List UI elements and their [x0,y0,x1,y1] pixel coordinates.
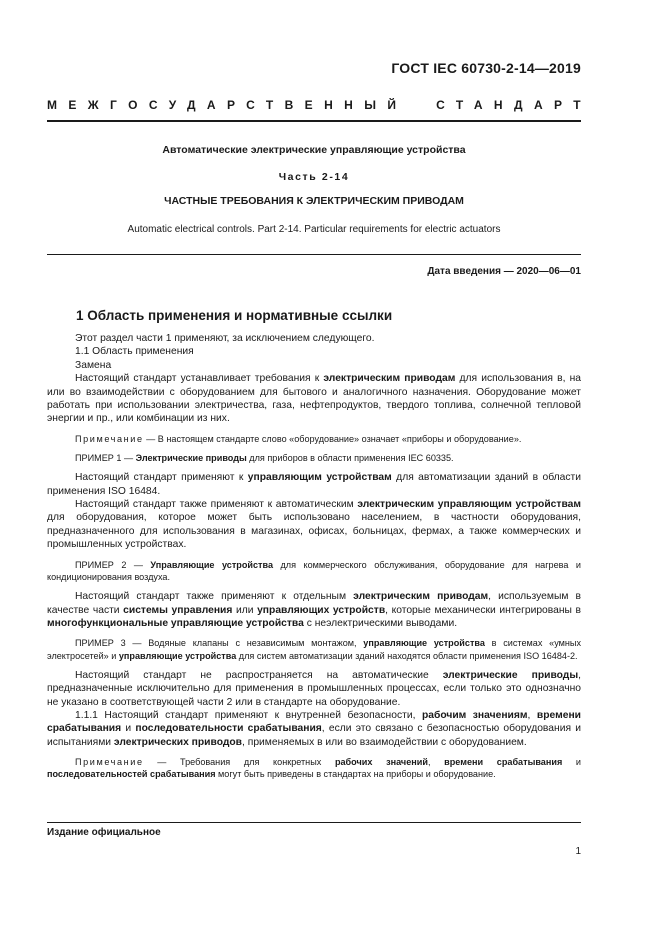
paragraph: Настоящий стандарт устанавливает требования к электрическим приводам для использования в, на или во взаимодействии с оборудованием для бытового и аналогичного назначения. Оборудование может работать при использовании электричества, газа, нефтепродуктов, твердого топлива, солнечной тепловой энергии и пр., или комбинации из них. [47,373,581,425]
footer-rule [47,822,581,823]
paragraph: 1.1 Область применения [75,346,194,358]
interstate-word: МЕЖГОСУДАРСТВЕННЫЙ [47,98,408,112]
example: ПРИМЕР 3 — Водяные клапаны с независимым монтажом, управляющие устройства в системах «умных электросетей» и управляющие устройства для систем автоматизации зданий находятся области применения ISO 16484-2. [47,638,582,661]
paragraph: Этот раздел части 1 применяют, за исключением следующего. [75,333,375,344]
introduction-date: Дата введения — 2020—06—01 [427,266,581,277]
page-number: 1 [575,846,581,857]
paragraph: Настоящий стандарт применяют к управляющим устройствам для автоматизации зданий в области применения ISO 16484. [47,472,582,497]
paragraph: Настоящий стандарт также применяют к отдельным электрическим приводам, используемым в качестве части системы управления или управляющих устройств, которые механически интегрированы в многофункциональные управляющие устройства с неэлектрическими выводами. [47,591,582,629]
note: Примечание — Требования для конкретных рабочих значений, времени срабатывания и последовательностей срабатывания могут быть приведены в стандартах на приборы и оборудование. [47,757,581,780]
paragraph: Замена [75,359,112,371]
english-title: Automatic electrical controls. Part 2-14. Particular requirements for electric actuators [127,224,501,235]
paragraph: Настоящий стандарт также применяют к автоматическим электрическим управляющим устройствам для оборудования, которое может быть использовано населением, в частности оборудования, предназначенного для использования в магазинах, офисах, больницах, фермах, а также коммерческих и промышленных устройствах. [47,499,581,551]
note: Примечание — В настоящем стандарте слово «оборудование» означает «приборы и оборудование». [75,433,522,444]
interstate-standard-banner [47,98,592,112]
header-rule [47,120,581,122]
section-body [47,332,581,781]
document-part: Часть 2-14 [278,171,350,183]
document-subtitle: ЧАСТНЫЕ ТРЕБОВАНИЯ К ЭЛЕКТРИЧЕСКИМ ПРИВОДАМ [164,195,464,207]
paragraph: 1.1.1 Настоящий стандарт применяют к внутренней безопасности, рабочим значениям, времени срабатывания и последовательности срабатывания, если это связано с безопасностью оборудования и испытаниями электрических приводов, применяемых в или во взаимодействии с оборудованием. [47,709,581,748]
title-rule [47,254,581,255]
example: ПРИМЕР 1 — Электрические приводы для приборов в области применения IEC 60335. [75,453,454,464]
edition-label: Издание официальное [47,827,161,838]
standard-code: ГОСТ IEC 60730-2-14—2019 [391,60,581,76]
paragraph: Настоящий стандарт не распространяется на автоматические электрические приводы, предназначенные исключительно для применения в промышленных процессах, если только это однозначно не указано в соответствующей части 2 или в стандарте на оборудование. [47,669,582,708]
standard-word: СТАНДАРТ [436,98,592,112]
document-title: Автоматические электрические управляющие устройства [162,144,466,156]
section-heading: 1 Область применения и нормативные ссылки [76,308,393,323]
example: ПРИМЕР 2 — Управляющие устройства для коммерческого обслуживания, оборудование для нагрева и кондиционирования воздуха. [47,559,581,582]
